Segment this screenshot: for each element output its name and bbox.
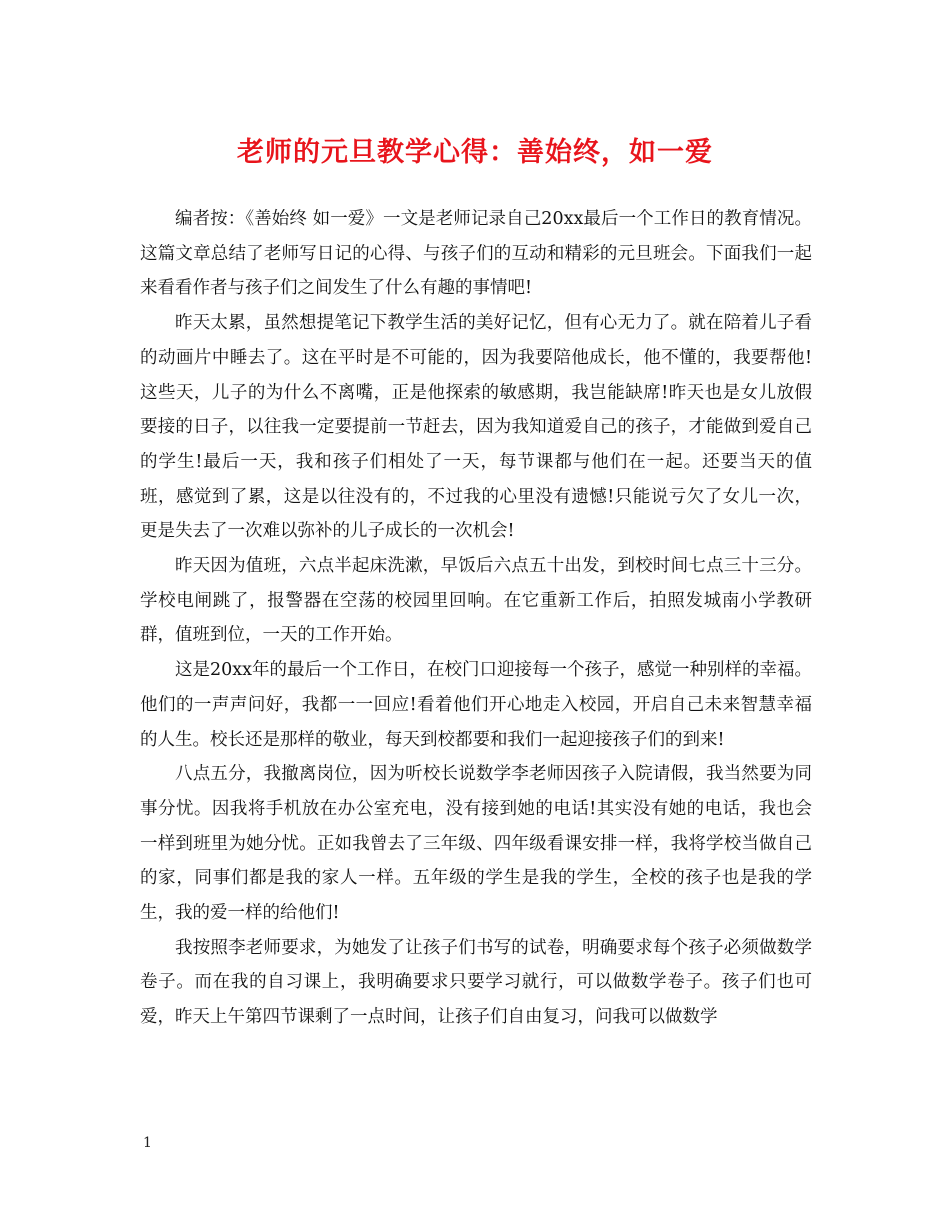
page-number: 1 (143, 1135, 152, 1151)
document-title: 老师的元旦教学心得：善始终，如一爱 (237, 137, 713, 168)
paragraph: 这是20xx年的最后一个工作日，在校门口迎接每一个孩子，感觉一种别样的幸福。他们的一声声问好，我都一一回应!看着他们开心地走入校园，开启自己未来智慧幸福的人生。校长还是那样的敬业，每天到校都要和我们一起迎接孩子们的到来! (140, 660, 813, 750)
paragraph: 八点五分，我撤离岗位，因为听校长说数学李老师因孩子入院请假，我当然要为同事分忧。因我将手机放在办公室充电，没有接到她的电话!其实没有她的电话，我也会一样到班里为她分忧。正如我曾去了三年级、四年级看课安排一样，我将学校当做自己的家，同事们都是我的家人一样。五年级的学生是我的学生，全校的孩子也是我的学生，我的爱一样的给他们! (140, 764, 812, 924)
paragraph-editor-note: 编者按：《善始终 如一爱》一文是老师记录自己20xx最后一个工作日的教育情况。这篇文章总结了老师写日记的心得、与孩子们的互动和精彩的元旦班会。下面我们一起来看看作者与孩子们之间发生了什么有趣的事情吧! (140, 209, 812, 299)
document-body (140, 202, 812, 1035)
paragraph: 昨天因为值班，六点半起床洗漱，早饭后六点五十出发，到校时间七点三十三分。学校电闸跳了，报警器在空荡的校园里回响。在它重新工作后，拍照发城南小学教研群，值班到位，一天的工作开始。 (140, 556, 812, 646)
paragraph: 我按照李老师要求，为她发了让孩子们书写的试卷，明确要求每个孩子必须做数学卷子。而在我的自习课上，我明确要求只要学习就行，可以做数学卷子。孩子们也可爱，昨天上午第四节课剩了一点时间，让孩子们自由复习，问我可以做数学 (140, 937, 812, 1028)
paragraph: 昨天太累，虽然想提笔记下教学生活的美好记忆，但有心无力了。就在陪着儿子看的动画片中睡去了。这在平时是不可能的，因为我要陪他成长，他不懂的，我要帮他!这些天，儿子的为什么不离嘴，正是他探索的敏感期，我岂能缺席!昨天也是女儿放假要接的日子，以往我一定要提前一节赶去，因为我知道爱自己的孩子，才能做到爱自己的学生!最后一天，我和孩子们相处了一天，每节课都与他们在一起。还要当天的值班，感觉到了累，这是以往没有的，不过我的心里没有遗憾!只能说亏欠了女儿一次，更是失去了一次难以弥补的儿子成长的一次机会! (140, 313, 812, 542)
